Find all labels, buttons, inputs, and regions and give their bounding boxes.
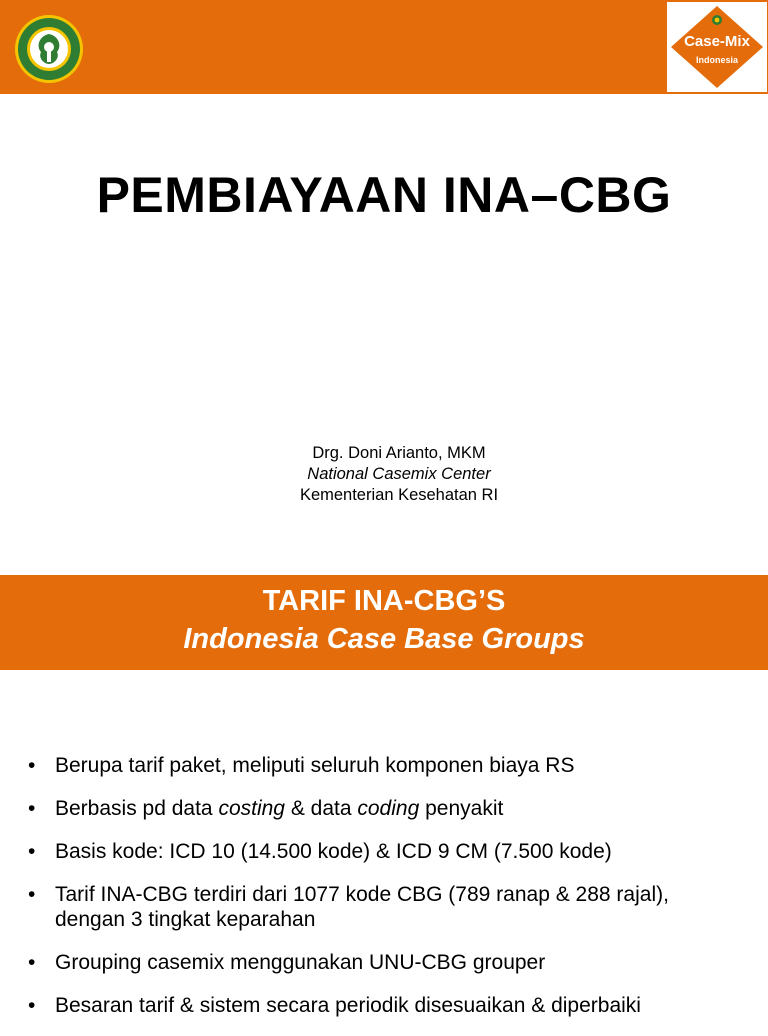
section-heading: TARIF INA-CBG’S xyxy=(262,585,506,617)
bullet-text: Grouping casemix menggunakan UNU-CBG grouper xyxy=(55,951,546,974)
bullet-text: Berbasis pd data xyxy=(55,797,219,820)
bullet-item xyxy=(28,839,758,864)
bullet-text: Besaran tarif & sistem secara periodik disesuaikan & diperbaiki xyxy=(55,994,641,1017)
bullet-text: Tarif INA-CBG terdiri dari 1077 kode CBG (789 ranap & 288 rajal), xyxy=(55,883,669,906)
header-bar xyxy=(0,0,768,94)
svg-text:Indonesia: Indonesia xyxy=(695,55,739,65)
bakti-husada-logo xyxy=(14,14,84,84)
bullet-text: penyakit xyxy=(419,797,504,820)
bullet-text: Berupa tarif paket, meliputi seluruh komponen biaya RS xyxy=(55,754,575,777)
svg-text:Case-Mix: Case-Mix xyxy=(684,33,750,50)
author-organization: National Casemix Center xyxy=(307,465,491,483)
case-mix-indonesia-logo xyxy=(667,2,767,92)
section-banner xyxy=(0,575,768,670)
slide-title-text: PEMBIAYAAN INA–CBG xyxy=(96,167,672,223)
bullet-marker: • xyxy=(28,797,36,820)
slide-tarif xyxy=(0,575,768,1024)
bullet-list xyxy=(28,753,758,1036)
bullet-marker: • xyxy=(28,883,36,906)
author-block xyxy=(0,443,768,506)
bullet-item xyxy=(28,753,758,778)
bullet-marker: • xyxy=(28,754,36,777)
case-mix-diamond-icon xyxy=(667,2,767,92)
bullet-item xyxy=(28,882,758,932)
author-name: Drg. Doni Arianto, MKM xyxy=(312,444,486,462)
bullet-emphasis: coding xyxy=(357,797,420,820)
bullet-item xyxy=(28,950,758,975)
bullet-marker: • xyxy=(28,994,36,1017)
section-subheading: Indonesia Case Base Groups xyxy=(183,623,585,655)
bullet-text: dengan 3 tingkat keparahan xyxy=(55,908,316,931)
bullet-text: & data xyxy=(284,797,358,820)
bullet-emphasis: costing xyxy=(218,797,285,820)
author-ministry: Kementerian Kesehatan RI xyxy=(299,486,499,504)
bullet-marker: • xyxy=(28,951,36,974)
bullet-item xyxy=(28,796,758,821)
bullet-text: Basis kode: ICD 10 (14.500 kode) & ICD 9 CM (7.500 kode) xyxy=(55,840,612,863)
bullet-item xyxy=(28,993,758,1018)
bullet-marker: • xyxy=(28,840,36,863)
